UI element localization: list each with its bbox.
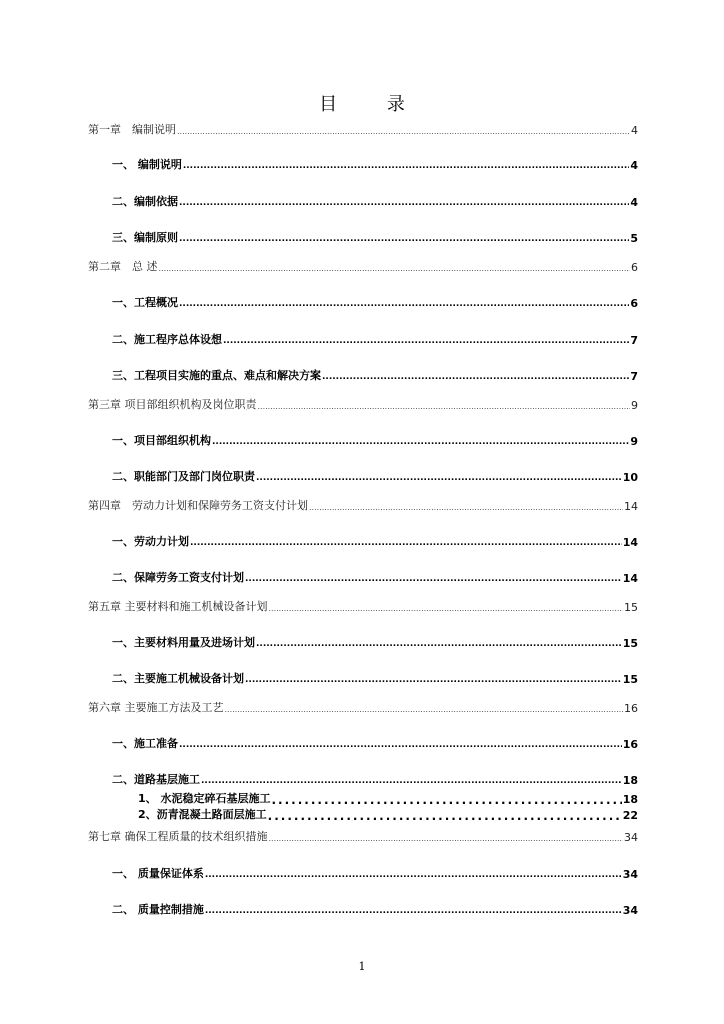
dot-leader <box>212 437 629 448</box>
dot-leader <box>201 776 622 787</box>
dot-leader <box>177 126 630 137</box>
toc-entry-section[interactable] <box>112 294 638 310</box>
toc-entry-label: 一、工程概况 <box>112 296 178 309</box>
toc-entry-chapter-7[interactable] <box>88 828 638 844</box>
toc-entry-page: 4 <box>631 124 638 137</box>
toc-entry-page: 15 <box>622 673 638 686</box>
toc-entry-label: 第四章 劳动力计划和保障劳务工资支付计划 <box>88 499 308 512</box>
toc-entry-label: 一、施工准备 <box>112 737 178 750</box>
toc-entry-page: 7 <box>630 334 638 347</box>
toc-entry-page: 5 <box>630 232 638 245</box>
toc-entry-label: 二、 质量控制措施 <box>112 903 204 916</box>
toc-entry-label: 二、施工程序总体设想 <box>112 333 222 346</box>
toc-entry-page: 22 <box>622 809 638 822</box>
toc-entry-label: 一、主要材料用量及进场计划 <box>112 636 255 649</box>
toc-entry-label: 2、沥青混凝土路面层施工 <box>138 808 267 821</box>
page-title: 目 录 <box>319 94 427 115</box>
toc-entry-label: 一、 质量保证体系 <box>112 867 204 880</box>
toc-entry-section[interactable] <box>112 569 638 585</box>
toc-entry-label: 三、工程项目实施的重点、难点和解决方案 <box>112 369 321 382</box>
toc-entry-section[interactable] <box>112 193 638 209</box>
toc-entry-chapter-3[interactable] <box>88 396 638 412</box>
dot-leader <box>223 336 629 347</box>
toc-entry-label: 二、主要施工机械设备计划 <box>112 672 244 685</box>
dot-leader <box>245 675 622 686</box>
toc-entry-section[interactable] <box>112 771 638 787</box>
dot-leader <box>159 263 631 274</box>
toc-entry-chapter-1[interactable] <box>88 121 638 137</box>
dot-leader <box>258 401 631 412</box>
toc-entry-chapter-5[interactable] <box>88 598 638 614</box>
toc-entry-section[interactable] <box>112 901 638 917</box>
dot-leader <box>256 473 622 484</box>
toc-entry-page: 9 <box>631 399 638 412</box>
dot-leader <box>309 502 623 513</box>
toc-entry-section[interactable] <box>112 468 638 484</box>
toc-entry-page: 4 <box>630 159 638 172</box>
toc-entry-page: 15 <box>622 637 638 650</box>
toc-entry-chapter-6[interactable] <box>88 699 638 715</box>
toc-entry-label: 第五章 主要材料和施工机械设备计划 <box>88 600 268 613</box>
dot-leader <box>269 603 624 614</box>
toc-entry-section[interactable] <box>112 634 638 650</box>
toc-entry-label: 二、职能部门及部门岗位职责 <box>112 470 255 483</box>
toc-entry-section[interactable] <box>112 367 638 383</box>
dot-leader <box>183 161 630 172</box>
dot-leader <box>322 372 629 383</box>
toc-entry-section[interactable] <box>112 735 638 751</box>
dot-leader <box>179 740 622 751</box>
toc-entry-page: 14 <box>624 500 638 513</box>
toc-entry-page: 9 <box>630 435 638 448</box>
page-number: 1 <box>358 960 366 973</box>
toc-entry-label: 一、项目部组织机构 <box>112 434 211 447</box>
dot-leader <box>271 795 621 806</box>
dot-leader <box>205 906 622 917</box>
toc-entry-page: 6 <box>630 297 638 310</box>
toc-entry-chapter-4[interactable] <box>88 497 638 513</box>
dot-leader <box>205 870 622 881</box>
toc-entry-section[interactable] <box>112 670 638 686</box>
toc-entry-label: 一、劳动力计划 <box>112 535 189 548</box>
dot-leader <box>256 639 622 650</box>
toc-entry-label: 二、道路基层施工 <box>112 773 200 786</box>
toc-entry-section[interactable] <box>112 533 638 549</box>
toc-entry-section[interactable] <box>112 229 638 245</box>
toc-entry-section[interactable] <box>112 156 638 172</box>
dot-leader <box>179 299 629 310</box>
toc-entry-chapter-2[interactable] <box>88 258 638 274</box>
toc-entry-label: 第二章 总 述 <box>88 260 158 273</box>
toc-entry-subsection[interactable] <box>138 806 638 822</box>
toc-entry-label: 二、编制依据 <box>112 195 178 208</box>
toc-entry-page: 7 <box>630 370 638 383</box>
toc-entry-label: 第一章 编制说明 <box>88 123 176 136</box>
toc-entry-page: 18 <box>622 793 638 806</box>
toc-entry-label: 一、 编制说明 <box>112 158 182 171</box>
dot-leader <box>179 234 629 245</box>
toc-entry-page: 34 <box>622 904 638 917</box>
toc-entry-label: 二、保障劳务工资支付计划 <box>112 571 244 584</box>
toc-entry-page: 18 <box>622 774 638 787</box>
dot-leader <box>245 574 622 585</box>
toc-entry-page: 14 <box>622 536 638 549</box>
dot-leader <box>268 811 622 822</box>
toc-entry-label: 1、 水泥稳定碎石基层施工 <box>138 792 271 805</box>
toc-entry-section[interactable] <box>112 865 638 881</box>
toc-entry-label: 第三章 项目部组织机构及岗位职责 <box>88 398 257 411</box>
toc-entry-label: 第六章 主要施工方法及工艺 <box>88 701 224 714</box>
dot-leader <box>190 538 622 549</box>
toc-entry-label: 第七章 确保工程质量的技术组织措施 <box>88 830 268 843</box>
toc-entry-page: 10 <box>622 471 638 484</box>
toc-entry-page: 6 <box>631 261 638 274</box>
toc-entry-page: 16 <box>624 702 638 715</box>
toc-entry-page: 4 <box>630 196 638 209</box>
toc-entry-label: 三、编制原则 <box>112 231 178 244</box>
toc-entry-section[interactable] <box>112 432 638 448</box>
toc-entry-page: 15 <box>624 601 638 614</box>
toc-entry-page: 34 <box>624 831 638 844</box>
dot-leader <box>225 704 624 715</box>
toc-entry-subsection[interactable] <box>138 790 638 806</box>
toc-entry-page: 14 <box>622 572 638 585</box>
dot-leader <box>269 833 624 844</box>
toc-entry-page: 34 <box>622 868 638 881</box>
toc-entry-page: 16 <box>622 738 638 751</box>
toc-entry-section[interactable] <box>112 331 638 347</box>
dot-leader <box>179 198 629 209</box>
